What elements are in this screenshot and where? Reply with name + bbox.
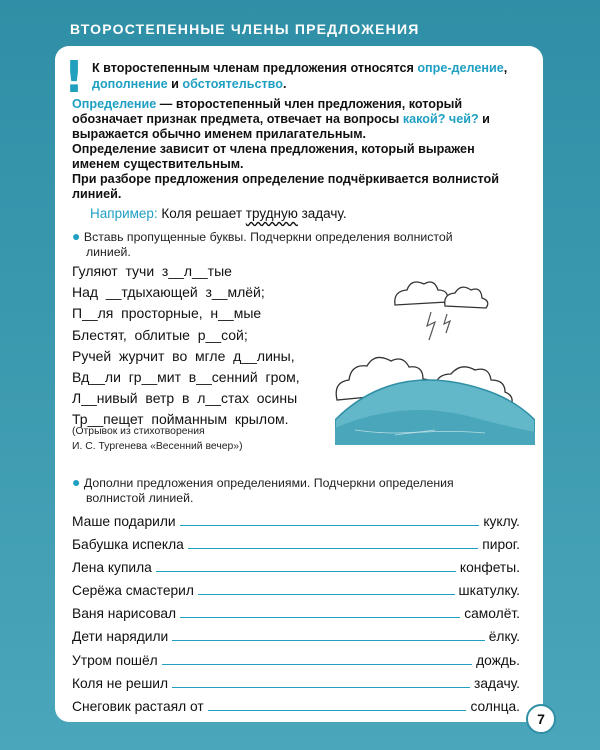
- poem-line: Л__нивый ветр в л__стах осины: [72, 390, 298, 407]
- poem-line: Блестят, облитые р__сой;: [72, 326, 248, 343]
- sentence-row: [72, 652, 520, 675]
- term-adverbial: обстоятельство: [182, 77, 283, 91]
- example-text: Коля решает: [157, 206, 246, 221]
- sentence-start: Утром пошёл: [72, 652, 158, 668]
- definition-term: Определение: [72, 97, 157, 111]
- exclamation-icon: !: [64, 52, 85, 103]
- answer-blank[interactable]: [162, 652, 472, 665]
- sentence-end: задачу.: [474, 675, 520, 691]
- poem-line: П__ля просторные, н__мые: [72, 305, 262, 322]
- sentence-end: самолёт.: [464, 606, 520, 622]
- answer-blank[interactable]: [172, 675, 470, 688]
- rule-text: К второстепенным членам предложения относятся: [92, 61, 418, 75]
- term-definition: опре-деление: [417, 61, 504, 75]
- poem-line: Вд__ли гр__мит в__сенний гром,: [72, 369, 300, 386]
- storm-clouds-hills-illustration: [335, 270, 535, 445]
- fill-in-sentences: [72, 513, 520, 721]
- answer-blank[interactable]: [198, 582, 455, 595]
- sentence-row: [72, 628, 520, 651]
- example-label: Например:: [90, 206, 158, 221]
- rule-sep: ,: [503, 61, 508, 75]
- definition-paragraph-2: Определение зависит от члена предложения, который выражен именем существительным.: [72, 142, 475, 171]
- sentence-start: Снеговик растаял от: [72, 698, 204, 714]
- answer-blank[interactable]: [180, 605, 460, 618]
- sentence-end: солнца.: [470, 698, 520, 714]
- sentence-end: куклу.: [483, 514, 520, 529]
- answer-blank[interactable]: [188, 536, 478, 549]
- page-title: ВТОРОСТЕПЕННЫЕ ЧЛЕНЫ ПРЕДЛОЖЕНИЯ: [70, 21, 420, 37]
- source-line: И. С. Тургенева «Весенний вечер»): [72, 441, 243, 452]
- poem-line: Гуляют тучи з__л__тые: [72, 263, 232, 279]
- bullet-icon: ●: [72, 228, 81, 244]
- page-number: 7: [526, 704, 556, 734]
- sentence-start: Коля не решил: [72, 675, 169, 691]
- rule-box: [92, 60, 522, 92]
- definition-text: и выражается обычно именем прилагательным.: [72, 112, 490, 141]
- definition-block: [72, 97, 520, 202]
- rule-end: .: [282, 77, 287, 91]
- sentence-end: пирог.: [482, 537, 520, 553]
- example-underlined-word: трудную: [245, 206, 298, 221]
- example-text: задачу.: [297, 206, 347, 221]
- task-2-instruction: [72, 475, 522, 506]
- source-line: (Отрывок из стихотворения: [72, 426, 205, 437]
- definition-text: — второстепенный член предложения, который обозначает признак предмета, отвечает на вопросы: [72, 97, 463, 126]
- example-sentence: [90, 206, 347, 221]
- task-2-line: волнистой линией.: [86, 491, 194, 505]
- sentence-row: [72, 698, 520, 721]
- task-1-line: линией.: [86, 245, 131, 259]
- poem-source: [72, 424, 243, 454]
- term-object: дополнение: [92, 77, 168, 91]
- task-1-line: Вставь пропущенные буквы. Подчеркни определения волнистой: [83, 230, 453, 244]
- sentence-start: Дети нарядили: [72, 629, 169, 645]
- sentence-start: Серёжа смастерил: [72, 583, 194, 599]
- answer-blank[interactable]: [156, 559, 456, 572]
- sentence-row: [72, 536, 520, 559]
- definition-paragraph-3: При разборе предложения определение подчёркивается волнистой линией.: [72, 172, 499, 201]
- sentence-row: [72, 582, 520, 605]
- task-2-line: Дополни предложения определениями. Подчеркни определения: [83, 476, 454, 490]
- poem-line: Ручей журчит во мгле д__лины,: [72, 347, 295, 364]
- task-1-instruction: [72, 229, 522, 260]
- answer-blank[interactable]: [172, 628, 485, 641]
- sentence-start: Бабушка испекла: [72, 537, 184, 553]
- definition-paragraph-1: [72, 97, 520, 142]
- poem: [72, 261, 300, 431]
- answer-blank[interactable]: [180, 513, 480, 526]
- sentence-row: [72, 559, 520, 582]
- sentence-row: [72, 675, 520, 698]
- poem-line: Над __тдыхающей з__млёй;: [72, 284, 265, 301]
- rule-sep: и: [167, 77, 183, 91]
- definition-questions: какой? чей?: [402, 112, 479, 126]
- bullet-icon: ●: [72, 474, 81, 490]
- sentence-row: [72, 513, 520, 536]
- sentence-start: Ваня нарисовал: [72, 606, 177, 622]
- sentence-end: шкатулку.: [458, 583, 520, 599]
- sentence-end: дождь.: [476, 652, 520, 668]
- sentence-end: конфеты.: [459, 560, 520, 576]
- sentence-row: [72, 605, 520, 628]
- poem-line: Тр__пещет пойманным крылом.: [72, 411, 289, 428]
- sentence-start: Лена купила: [72, 560, 152, 576]
- answer-blank[interactable]: [208, 698, 467, 711]
- sentence-start: Маше подарили: [72, 514, 176, 529]
- sentence-end: ёлку.: [488, 629, 520, 645]
